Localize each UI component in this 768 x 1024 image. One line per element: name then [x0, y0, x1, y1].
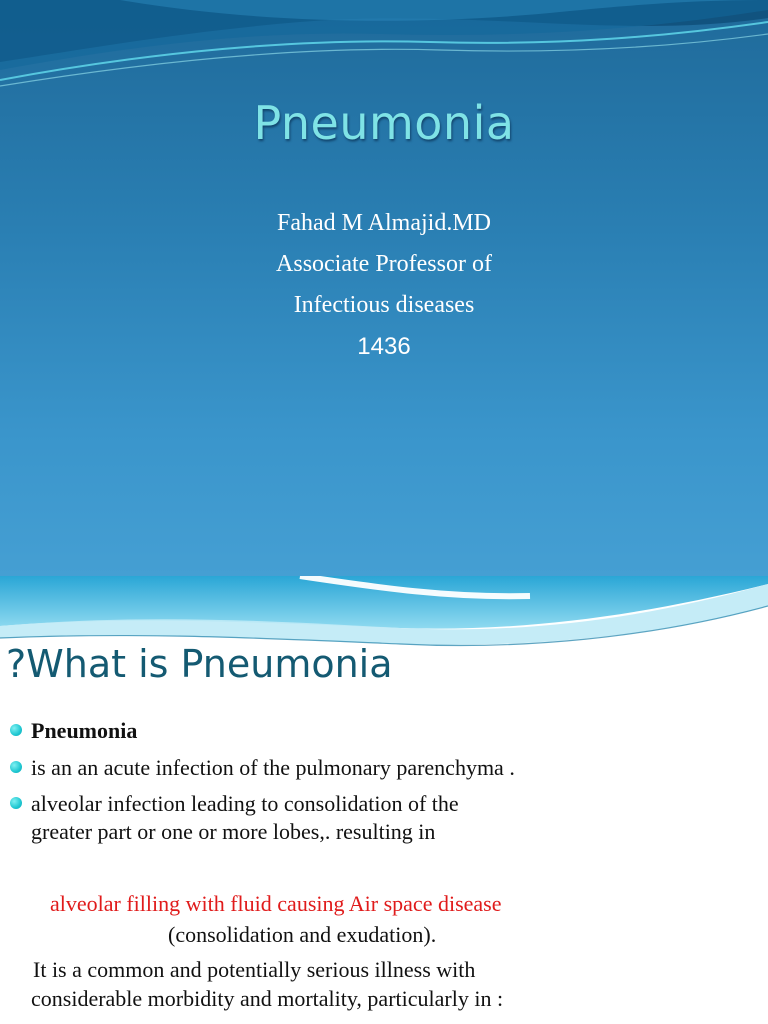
slide-content-heading: ?What is Pneumonia	[6, 642, 393, 686]
year-label: 1436	[357, 333, 411, 360]
slide-content	[0, 576, 768, 1024]
bullet-continuation: greater part or one or more lobes,. resulting in	[31, 819, 436, 844]
bullet-dot-icon	[10, 761, 22, 773]
bullet-text: is an an acute infection of the pulmonary parenchyma .	[31, 755, 515, 780]
bullet-text: alveolar infection leading to consolidation of the	[31, 791, 459, 816]
highlight-text: alveolar filling with fluid causing Air space disease	[50, 891, 502, 916]
author-position: Associate Professor of	[276, 251, 492, 277]
bullet-dot-icon	[10, 797, 22, 809]
author-department: Infectious diseases	[293, 292, 475, 318]
detail-text: (consolidation and exudation).	[168, 922, 437, 947]
bullet-dot-icon	[10, 724, 22, 736]
paragraph-line: It is a common and potentially serious illness with	[33, 957, 476, 982]
author-name: Fahad M Almajid.MD	[277, 210, 491, 236]
paragraph-line: considerable morbidity and mortality, particularly in :	[31, 986, 504, 1011]
slide-title-heading: Pneumonia	[253, 96, 515, 150]
bullet-text: Pneumonia	[31, 718, 138, 743]
